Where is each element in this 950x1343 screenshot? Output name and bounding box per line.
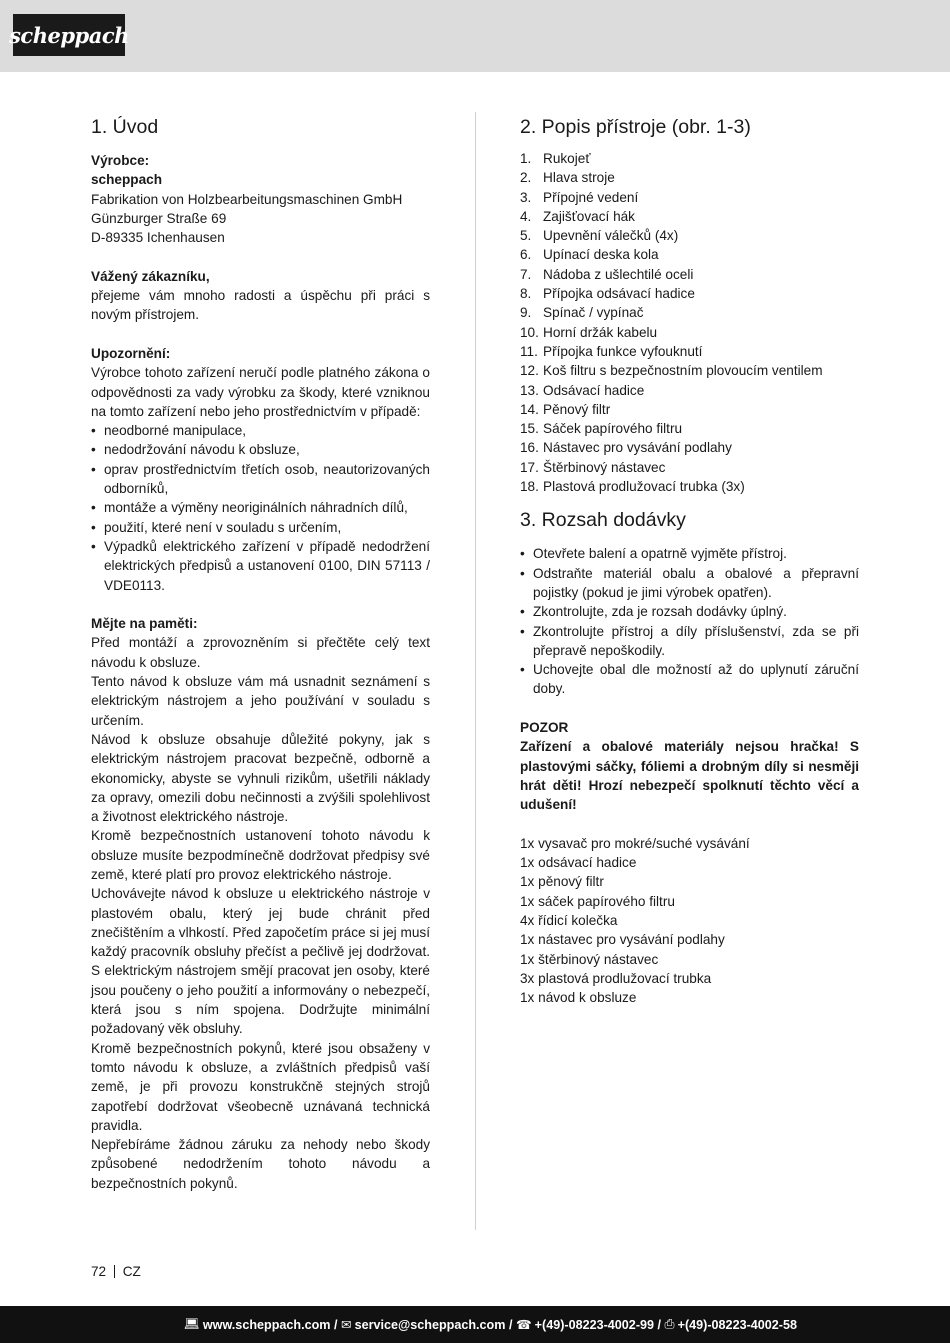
list-item: 10. Horní držák kabelu xyxy=(520,324,658,340)
list-item: 1x štěrbinový nástavec xyxy=(520,951,659,967)
remember-heading: Mějte na paměti: xyxy=(91,616,198,632)
manufacturer-company: Fabrikation von Holzbearbeitungsmaschinen GmbH xyxy=(91,191,403,207)
list-item: 1x vysavač pro mokré/suché vysávání xyxy=(520,835,750,851)
language-code: CZ xyxy=(122,1264,141,1279)
manufacturer-street: Günzburger Straße 69 xyxy=(91,210,227,226)
manufacturer-city: D-89335 Ichenhausen xyxy=(91,230,225,246)
page-number: 72 xyxy=(91,1264,107,1279)
list-item: • Uchovejte obal dle možností až do uplynutí záruční doby. xyxy=(520,660,859,699)
list-item: 18. Plastová prodlužovací trubka (3x) xyxy=(520,479,745,495)
scheppach-logo[interactable]: scheppach xyxy=(13,14,125,56)
list-item: 6. Upínací deska kola xyxy=(520,247,659,263)
list-item: 1x odsávací hadice xyxy=(520,855,637,871)
notice-list xyxy=(91,421,430,595)
list-item: 4x řídicí kolečka xyxy=(520,912,618,928)
list-item: 3. Přípojné vedení xyxy=(520,189,639,205)
notice-text: Výrobce tohoto zařízení neručí podle platného zákona o odpovědnosti za vady výrobku za škody, které vzniknou na tomto zařízení nebo jeho prostřednictvím v případě: xyxy=(91,365,430,419)
list-item: 13. Odsávací hadice xyxy=(520,382,645,398)
footer-website[interactable]: www.scheppach.com xyxy=(202,1317,331,1332)
remember-paragraph: Kromě bezpečnostních pokynů, které jsou obsaženy v tomto návodu k obsluze, a zvláštních předpisů vaší země, je při provozu konstrukčně stejných strojů zapotřebí dodržovat všeobecně uznávaná technická pravidla. xyxy=(91,1040,430,1133)
list-item: 5. Upevnění válečků (4x) xyxy=(520,228,679,244)
list-item: • oprav prostřednictvím třetích osob, neautorizovaných odborníků, xyxy=(91,460,430,499)
list-item: 14. Pěnový filtr xyxy=(520,401,611,417)
section-title-intro: 1. Úvod xyxy=(91,116,159,138)
remember-paragraph: Uchovávejte návod k obsluze u elektrického nástroje v plastovém obalu, který jej bude chránit před znečištěním a vlhkostí. Před započetím práce si jej musí každý pracovník obsluhy přečíst a pečlivě jej dodržovat. S elektrickým nástrojem smějí pracovat jen osoby, které jsou poučeny o jeho použití a informovány o nebezpečí, která jsou s ním spojena. Dodržujte minimální požadovaný věk obsluhy. xyxy=(91,886,430,1037)
list-item: 4. Zajišťovací hák xyxy=(520,208,635,224)
manufacturer-heading: Výrobce: xyxy=(91,153,150,168)
manufacturer-name: scheppach xyxy=(91,172,163,188)
list-item: • montáže a výměny neoriginálních náhradních dílů, xyxy=(91,498,430,517)
footer-fax[interactable]: +(49)-08223-4002-58 xyxy=(677,1317,797,1332)
list-item: • Výpadků elektrického zařízení v případě nedodržení elektrických předpisů a ustanovení 0100, DIN 57113 / VDE0113. xyxy=(91,537,430,595)
list-item: • neodborné manipulace, xyxy=(91,421,430,440)
footer-separator: / xyxy=(505,1317,516,1332)
header-band xyxy=(0,0,950,72)
list-item: 1. Rukojeť xyxy=(520,151,591,166)
list-item: 11. Přípojka funkce vyfouknutí xyxy=(520,343,703,359)
list-item: • Otevřete balení a opatrně vyjměte přístroj. xyxy=(520,544,859,563)
section-title-description: 2. Popis přístroje (obr. 1-3) xyxy=(520,116,751,138)
notice-heading: Upozornění: xyxy=(91,345,171,361)
list-item: • použití, které není v souladu s určením, xyxy=(91,518,430,537)
footer-phone[interactable]: +(49)-08223-4002-99 xyxy=(534,1317,655,1332)
footer-separator: / xyxy=(330,1317,341,1332)
fax-icon: ⎙ xyxy=(664,1317,675,1331)
parts-list xyxy=(520,149,859,496)
list-item: 16. Nástavec pro vysávání podlahy xyxy=(520,440,732,456)
footer-email[interactable]: service@scheppach.com xyxy=(354,1317,506,1332)
list-item: 1x pěnový filtr xyxy=(520,874,604,890)
delivery-list xyxy=(520,834,859,1008)
list-item: 1x návod k obsluze xyxy=(520,990,637,1006)
list-item: 15. Sáček papírového filtru xyxy=(520,421,683,437)
remember-paragraph: Tento návod k obsluze vám má usnadnit seznámení s elektrickým nástrojem a jeho používání v souladu s určením. xyxy=(91,674,430,728)
list-item: • Odstraňte materiál obalu a obalové a přepravní pojistky (pokud je jimi výrobek opatřen). xyxy=(520,564,859,603)
caution-heading: POZOR xyxy=(520,720,569,736)
list-item: 17. Štěrbinový nástavec xyxy=(520,459,666,475)
remember-paragraph: Před montáží a zprovozněním si přečtěte celý text návodu k obsluze. xyxy=(91,635,430,670)
list-item: 8. Přípojka odsávací hadice xyxy=(520,286,695,302)
list-item: 7. Nádoba z ušlechtilé oceli xyxy=(520,266,694,282)
list-item: 3x plastová prodlužovací trubka xyxy=(520,970,712,986)
computer-icon: 💻︎ xyxy=(183,1317,200,1331)
left-column xyxy=(91,112,430,1193)
list-item: • Zkontrolujte, zda je rozsah dodávky úplný. xyxy=(520,602,859,621)
list-item: 1x sáček papírového filtru xyxy=(520,893,675,909)
list-item: • Zkontrolujte přístroj a díly příslušenství, zda se při přepravě nepoškodily. xyxy=(520,622,859,661)
page-separator xyxy=(114,1265,115,1278)
greeting-text: přejeme vám mnoho radosti a úspěchu při práci s novým přístrojem. xyxy=(91,288,430,323)
greeting-heading: Vážený zákazníku, xyxy=(91,268,210,284)
footer-separator: / xyxy=(654,1317,665,1332)
right-column xyxy=(520,112,859,1007)
phone-icon: ☎︎ xyxy=(515,1318,532,1332)
email-icon: ✉︎ xyxy=(341,1318,352,1332)
section-title-scope: 3. Rozsah dodávky xyxy=(520,509,686,532)
remember-paragraph: Kromě bezpečnostních ustanovení tohoto návodu k obsluze musíte bezpodmínečně dodržovat předpisy své země, které platí pro provoz elektrického nástroje. xyxy=(91,828,430,882)
list-item: 2. Hlava stroje xyxy=(520,170,615,186)
remember-paragraph: Nepřebíráme žádnou záruku za nehody nebo škody způsobené nedodržením tohoto návodu a bezpečnostních pokynů. xyxy=(91,1137,430,1191)
scope-list xyxy=(520,544,859,698)
page-number-label xyxy=(91,1264,141,1279)
column-divider xyxy=(475,112,476,1230)
footer-bar xyxy=(0,1306,950,1343)
list-item: 1x nástavec pro vysávání podlahy xyxy=(520,932,725,948)
remember-paragraph: Návod k obsluze obsahuje důležité pokyny, jak s elektrickým nástrojem pracovat bezpečně, odborně a ekonomicky, abyste se vyhnuli rizikům, ušetřili náklady za opravy, omezili dobu nečinnosti a zvýšili spolehlivost a životnost elektrického nástroje. xyxy=(91,731,430,825)
list-item: 9. Spínač / vypínač xyxy=(520,305,644,321)
list-item: 12. Koš filtru s bezpečnostním plovoucím ventilem xyxy=(520,363,823,379)
caution-text: Zařízení a obalové materiály nejsou hračka! S plastovými sáčky, fóliemi a drobným díly si nesměji hrát děti! Hrozí nebezpečí spolknutí těchto věcí a udušení! xyxy=(520,739,859,813)
list-item: • nedodržování návodu k obsluze, xyxy=(91,440,430,459)
